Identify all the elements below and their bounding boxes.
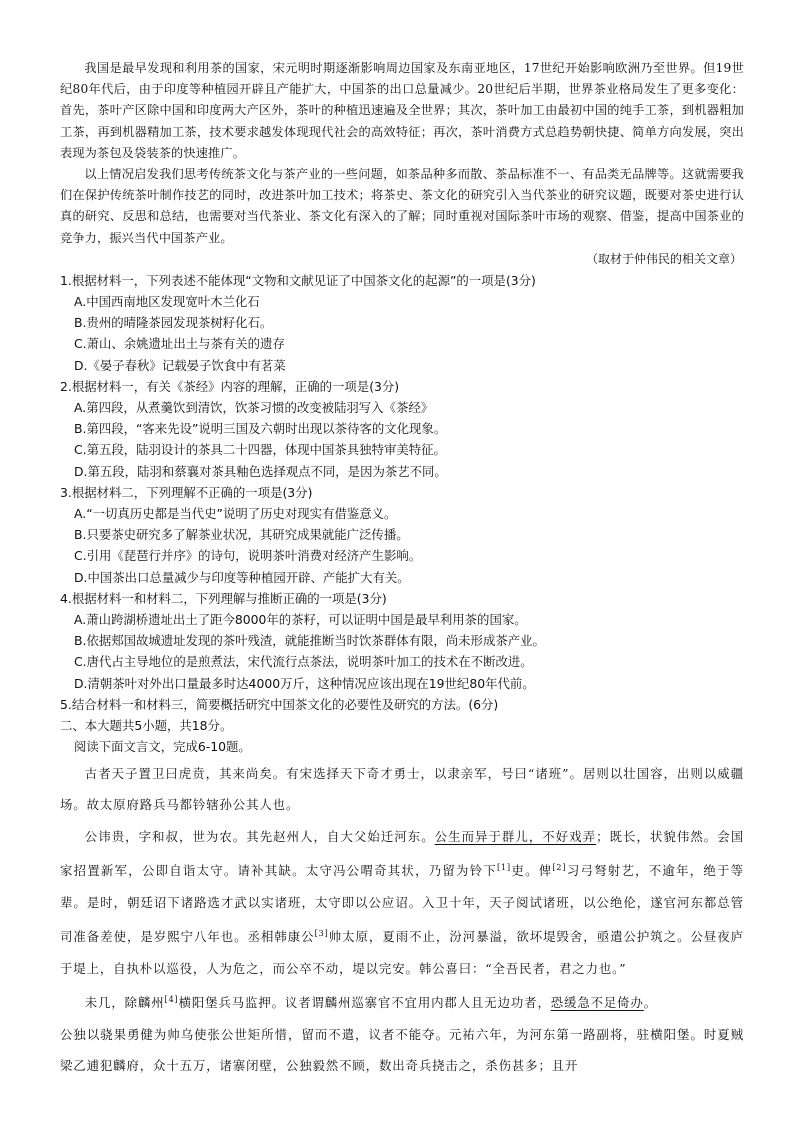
question-stem: 3.根据材料二，下列理解不正确的一项是(3分)	[60, 484, 313, 500]
question-3	[60, 482, 744, 588]
underlined-sentence-1: 公生而异于群儿，不好戏弄	[434, 828, 597, 844]
text-span: 公讳贵，字和叔，世为农。其先赵州人，自大父始迁河东。	[84, 828, 435, 844]
option-a: A.萧山跨湖桥遗址出土了距今8000年的茶籽，可以证明中国是最早利用茶的国家。	[74, 612, 527, 628]
question-5	[60, 694, 744, 715]
question-2	[60, 376, 744, 482]
classical-paragraph-2	[60, 821, 744, 985]
underlined-sentence-2: 恐缓急不足倚办	[550, 995, 644, 1011]
option-d: D.中国茶出口总量减少与印度等种植园开辟、产能扩大有关。	[74, 569, 410, 585]
classical-paragraph-1: 古者天子置卫曰虎贲，其来尚矣。有宋选择天下奇才勇士，以隶亲军，号曰“诸班”。居则以壮国容，出则以威疆场。故太原府路兵马都钤辖孙公其人也。	[60, 765, 744, 812]
option-a: A.第四段，从煮羹饮到清饮，饮茶习惯的改变被陆羽写入《茶经》	[74, 400, 434, 416]
text-span: ；既长，状貌伟然。会国家招置新军，公即自诣太守。请补其缺。太守冯公喟奇其状，乃留为铃下	[60, 828, 744, 879]
text-span: 未几，除麟州	[84, 995, 165, 1011]
question-1	[60, 270, 744, 376]
passage-source: （取材于仲伟民的相关文章）	[585, 251, 742, 266]
option-a: A.中国西南地区发现宽叶木兰化石	[74, 294, 260, 310]
option-d: D.《晏子春秋》记载晏子饮食中有茗菜	[74, 357, 286, 373]
text-span: 吏。俾	[511, 863, 553, 879]
text-span: 习弓弩射艺，不逾年，绝于等辈。是时，朝廷诏下诸路选才武以实诸班，太守即以公应诏。入卫十年，天子阅试诸班，以公绝伦，遂官河东都总管司准备差使，是岁熙宁八年也。丞相韩康公	[60, 863, 744, 945]
option-a: A.“一切真历史都是当代史”说明了历史对现实有借鉴意义。	[74, 506, 397, 522]
option-b: B.只要茶史研究多了解茶业状况，其研究成果就能广泛传播。	[74, 527, 409, 543]
text-span: 横阳堡兵马监押。议者谓麟州巡寨官不宜用内郡人且无边功者，	[178, 995, 551, 1011]
option-d: D.第五段，陆羽和蔡襄对茶具釉色选择观点不同，是因为茶艺不同。	[74, 463, 447, 479]
question-stem: 4.根据材料一和材料二，下列理解与推断正确的一项是(3分)	[60, 590, 387, 606]
text-span: 帅太原，夏雨不止，汾河暴溢，欲坏堤毁舍，亟遣公护筑之。公昼夜庐于堤上，自执朴以巡役，人为危之，而公卒不动，堤以完安。韩公喜曰：“全吾民者，君之力也。”	[60, 929, 744, 976]
question-4	[60, 588, 744, 694]
option-b: B.贵州的晴隆茶园发现茶树籽化石。	[74, 315, 273, 331]
footnote-marker-2: [2]	[552, 863, 567, 872]
question-stem: 1.根据材料一，下列表述不能体现“文物和文献见证了中国茶文化的起源”的一项是(3分)	[60, 272, 536, 288]
footnote-marker-3: [3]	[314, 929, 329, 939]
footnote-marker-4: [4]	[164, 995, 179, 1005]
option-c: C.萧山、余姚遗址出土与茶有关的遗存	[74, 336, 285, 352]
section-2-instruction: 阅读下面文言文，完成6-10题。	[74, 739, 251, 755]
passage-paragraph-2: 以上情况启发我们思考传统茶文化与茶产业的一些问题，如茶品种多而散、茶品标准不一、有品类无品牌等。这就需要我们在保护传统茶叶制作技艺的同时，改进茶叶加工技术；将茶史、茶文化的研究引入当代茶业的研究议题，既要对茶史进行认真的研究、反思和总结，也需要对当代茶业、茶文化有深入的了解；同时重视对国际茶叶市场的观察、借鉴，提高中国茶业的竞争力，振兴当代中国茶产业。	[60, 167, 744, 245]
option-c: C.唐代占主导地位的是煎煮法，宋代流行点茶法，说明茶叶加工的技术在不断改进。	[74, 654, 533, 670]
footnote-marker-1: [1]	[497, 863, 512, 872]
question-stem: 5.结合材料一和材料三，简要概括研究中国茶文化的必要性及研究的方法。(6分)	[60, 696, 499, 712]
option-b: B.第四段，“客来先设”说明三国及六朝时出现以茶待客的文化现象。	[74, 421, 447, 437]
option-c: C.引用《琵琶行并序》的诗句，说明茶叶消费对经济产生影响。	[74, 548, 422, 564]
passage-paragraph-1: 我国是最早发现和利用茶的国家，宋元明时期逐渐影响周边国家及东南亚地区，17世纪开始影响欧洲乃至世界。但19世纪80年代后，由于印度等种植园开辟且产能扩大，中国茶的出口总量减少。20世纪后半期，世界茶业格局发生了更多变化：首先，茶叶产区除中国和印度两大产区外，茶叶的种植迅速遍及全世界；其次，茶叶加工由最初中国的纯手工茶，到机器粗加工茶，再到机器精加工茶，技术要求越发体现现代社会的高效特征；再次，茶叶消费方式总趋势朝快捷、简单方向发展，突出表现为茶包及袋装茶的快速推广。	[60, 61, 744, 160]
section-2-title: 二、本大题共5小题，共18分。	[60, 718, 233, 734]
option-c: C.第五段，陆羽设计的茶具二十四器，体现中国茶具独特审美特征。	[74, 442, 446, 458]
option-d: D.清朝茶叶对外出口量最多时达4000万斤，这种情况应该出现在19世纪80年代前。	[74, 675, 535, 691]
question-stem: 2.根据材料一，有关《茶经》内容的理解，正确的一项是(3分)	[60, 378, 400, 394]
classical-paragraph-3	[60, 984, 744, 1019]
text-span: 。	[643, 995, 658, 1011]
classical-paragraph-4: 公独以骁果勇健为帅乌使张公世矩所惜，留而不遣，议者不能夺。元祐六年，为河东第一路副将，驻横阳堡。时夏贼梁乙逋犯麟府，众十五万，诸寨闭壁，公独毅然不顾，数出奇兵挠击之，杀伤甚多；且开	[60, 1026, 744, 1074]
option-b: B.依据郏国故城遗址发现的茶叶残渣，就能推断当时饮茶群体有限，尚未形成茶产业。	[74, 633, 545, 649]
